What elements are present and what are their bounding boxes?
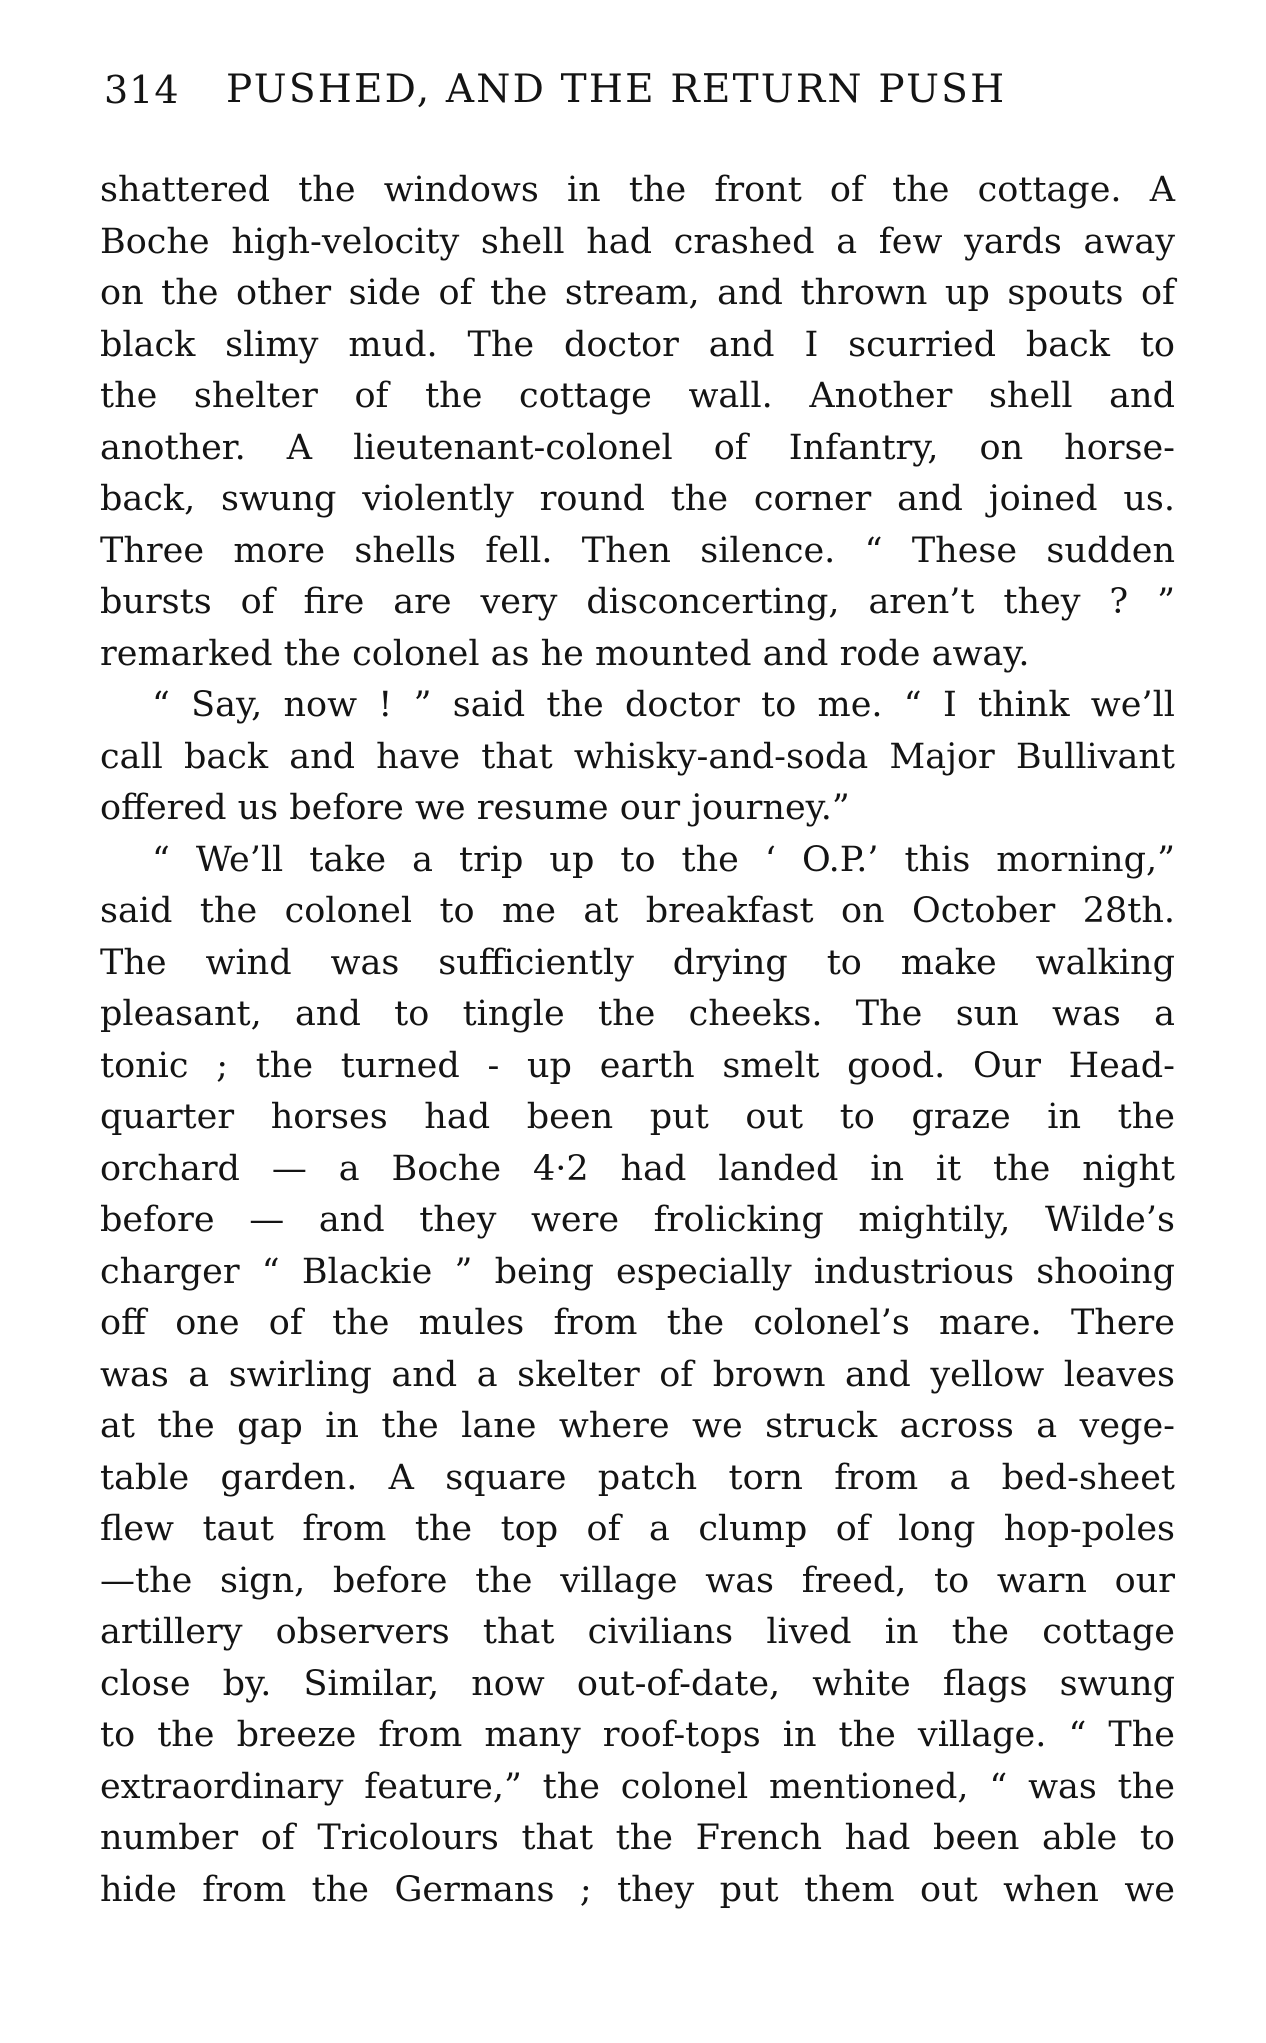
text-line: extraordinary feature,” the colonel mentioned, “ was the <box>100 1766 1175 1807</box>
text-line: “ Say, now ! ” said the doctor to me. “ I think we’ll <box>152 685 1175 725</box>
text-line: off one of the mules from the colonel’s mare. There <box>100 1303 1175 1343</box>
text-line: “ We’ll take a trip up to the ‘ O.P.’ this morning,” <box>152 839 1175 880</box>
text-line: —the sign, before the village was freed, to warn our <box>100 1560 1175 1601</box>
text-line: flew taut from the top of a clump of long hop-poles <box>100 1509 1175 1549</box>
text-line: artillery observers that civilians lived in the cottage <box>100 1612 1175 1652</box>
text-line: pleasant, and to tingle the cheeks. The sun was a <box>100 994 1175 1034</box>
text-line: call back and have that whisky-and-soda Major Bullivant <box>100 736 1175 777</box>
text-line: close by. Similar, now out-of-date, white flags swung <box>100 1663 1175 1704</box>
text-line: back, swung violently round the corner and joined us. <box>100 479 1175 519</box>
text-line: was a swirling and a skelter of brown and yellow leaves <box>100 1354 1175 1395</box>
running-header <box>104 62 1174 118</box>
text-line: on the other side of the stream, and thrown up spouts of <box>100 273 1175 313</box>
text-line: to the breeze from many roof-tops in the village. “ The <box>100 1715 1175 1755</box>
text-line: before — and they were frolicking mightily, Wilde’s <box>100 1200 1175 1240</box>
body-text <box>100 165 1175 1916</box>
text-line: orchard — a Boche 4·2 had landed in it the night <box>100 1148 1175 1189</box>
text-line: the shelter of the cottage wall. Another shell and <box>100 376 1175 416</box>
text-line: quarter horses had been put out to graze in the <box>100 1097 1175 1137</box>
text-line: The wind was sufficiently drying to make walking <box>100 942 1175 983</box>
text-line: table garden. A square patch torn from a bed-sheet <box>100 1457 1175 1498</box>
text-line: remarked the colonel as he mounted and rode away. <box>100 633 1030 674</box>
text-line: Boche high-velocity shell had crashed a few yards away <box>100 221 1175 262</box>
page-number: 314 <box>104 68 180 112</box>
text-line: Three more shells fell. Then silence. “ These sudden <box>100 530 1175 571</box>
text-line: black slimy mud. The doctor and I scurried back to <box>100 324 1175 365</box>
text-line: hide from the Germans ; they put them out when we <box>100 1869 1175 1910</box>
text-line: bursts of fire are very disconcerting, aren’t they ? ” <box>100 582 1175 622</box>
text-line: said the colonel to me at breakfast on October 28th. <box>100 891 1175 931</box>
text-line: charger “ Blackie ” being especially industrious shooing <box>100 1251 1175 1292</box>
text-line: shattered the windows in the front of the cottage. A <box>100 170 1175 210</box>
text-line: tonic ; the turned - up earth smelt good. Our Head- <box>100 1045 1175 1086</box>
text-line: another. A lieutenant-colonel of Infantry, on horse- <box>100 427 1175 468</box>
text-line: offered us before we resume our journey.” <box>100 788 850 828</box>
running-title: PUSHED, AND THE RETURN PUSH <box>226 67 1007 112</box>
text-line: number of Tricolours that the French had been able to <box>100 1818 1175 1858</box>
text-line: at the gap in the lane where we struck across a vege- <box>100 1406 1175 1446</box>
